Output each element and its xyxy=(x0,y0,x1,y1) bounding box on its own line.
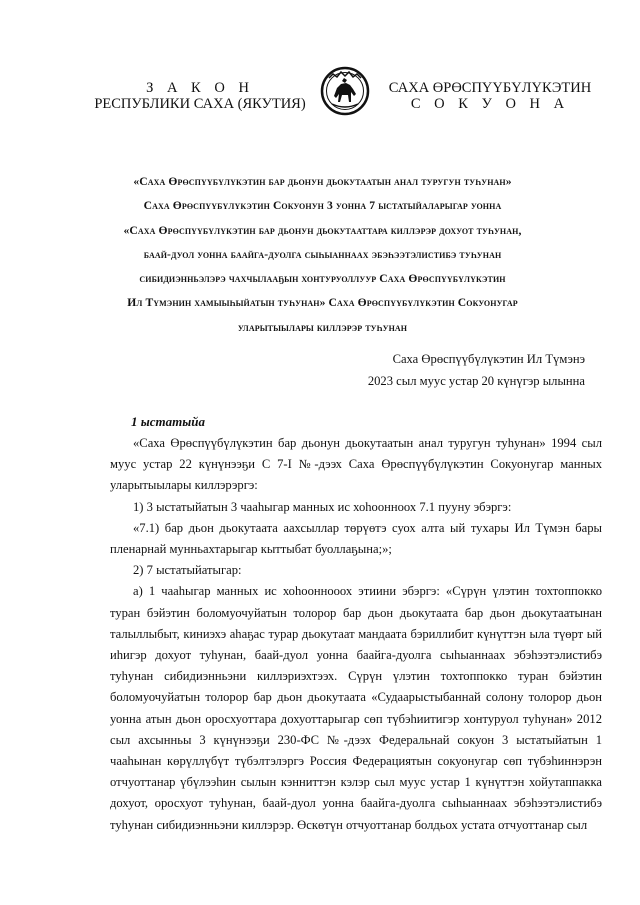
header-left-subtitle: РЕСПУБЛИКИ САХА (ЯКУТИЯ) xyxy=(94,96,306,112)
header-right xyxy=(380,80,600,112)
law-title xyxy=(95,170,550,340)
adoption-date: 2023 сыл муус устар 20 күнүгэр ылынна xyxy=(367,373,585,388)
paragraph: «7.1) бар дьон дьокутаата аахсыллар төрүөтэ суох алта ый тухары Ил Түмэн бары пленарнай мунньахтарыгар кыттыбат буоллаҕына;»; xyxy=(110,520,602,557)
article-body xyxy=(110,433,602,836)
law-title-line: уларытыылары киллэрэр туһунан xyxy=(237,320,408,334)
paragraph: а) 1 чааһыгар манных ис хоһооннооох этиини эбэргэ: «Сүрүн үлэтин тохтоппокко туран бэйэтин боломуочуйатын толорор бар дьон дьокутаата бар дьон дьокутаатынан талыллыбыт, киниэхэ аһаҕас турар дьокутаат мандаата бэриллибит күнүттэн ыла түөрт ый иһигэр дохуот туһунан, баай-дуол уонна баайга-дуолга сыһыаннаах эбэһээтэлистибэ туһунан сибидиэнньэни киллэриэхтээх. Сүрүн үлэтин тохтоппокко туран бэйэтин боломуочуйатын толорор бар дьон дьокутаата «Судаарыстыбаннай солону толорор дьон уонна атын дьон оросхуоттара дохуоттарыгар сөп түбэһиитигэр хонтуруол туһунан» 2012 сыл ахсынньы 3 күнүнээҕи 230-ФС №-дээх Федеральнай сокуон 3 ыстатыйатын 1 чааһынан көрүллүбүт түбэлтэлэргэ Россия Федерациятын сокуонугар сөп түбэһиннэрэн отчуоттанар үбүлээһин сылын кэнниттэн кэлэр сыл муус устар 1 күнүттэн хойутаппакка дохуот, оросхуот туһунан, баай-дуол уонна баайга-дуолга сыһыаннаах эбэһээтэлистибэ туһунан сибидиэнньэни киллэрэр. Өскөтүн отчуоттанар болдьох устата отчуоттанар сыл xyxy=(110,584,602,832)
law-title-line: Саха Өрөспүүбүлүкэтин Сокуонун 3 уонна 7 ыстатыйаларыгар уонна xyxy=(143,199,502,213)
paragraph: 1) 3 ыстатыйатын 3 чааһыгар манных ис хоһоонноох 7.1 пууну эбэргэ: xyxy=(133,499,512,514)
adoption-body: Саха Өрөспүүбүлүкэтин Ил Түмэнэ xyxy=(392,352,585,366)
header-right-subtitle: С О К У О Н А xyxy=(410,96,570,112)
law-title-line: баай-дуол уонна баайга-дуолга сыһыаннаах эбэһээтэлистибэ туһунан xyxy=(143,247,502,261)
law-title-line: «Саха Өрөспүүбүлүкэтин бар дьонун дьокутаатын анал туругун туһунан» xyxy=(133,175,512,188)
law-title-line: сибидиэнньэлэрэ чахчылааҕын хонтуруоллуур Саха Өрөспүүбүлүкэтин xyxy=(139,272,506,286)
header-left-title: З А К О Н xyxy=(146,80,254,96)
law-title-line: «Саха Өрөспүүбүлүкэтин бар дьонун дьокутааттара киллэрэр дохуот туһунан, xyxy=(123,223,522,237)
header-right-title: САХА ӨРӨСПҮҮБҮЛҮКЭТИН xyxy=(388,80,592,96)
header-left xyxy=(80,80,320,112)
adoption-note xyxy=(285,349,585,392)
article-heading: 1 ыстатыйа xyxy=(131,414,206,429)
republic-emblem-icon xyxy=(320,66,370,116)
paragraph: «Саха Өрөспүүбүлүкэтин бар дьонун дьокутаатын анал туругун туһунан» 1994 сыл муус устар 22 күнүнээҕи С 7-І №-дээх Саха Өрөспүүбүлүкэтин Сокуонугар манных уларытыылары киллэрэргэ: xyxy=(110,436,602,493)
paragraph: 2) 7 ыстатыйатыгар: xyxy=(133,563,242,578)
law-title-line: Ил Түмэнин хамыыһыйатын туһунан» Саха Өрөспүүбүлүкэтин Сокуонугар xyxy=(127,296,518,310)
